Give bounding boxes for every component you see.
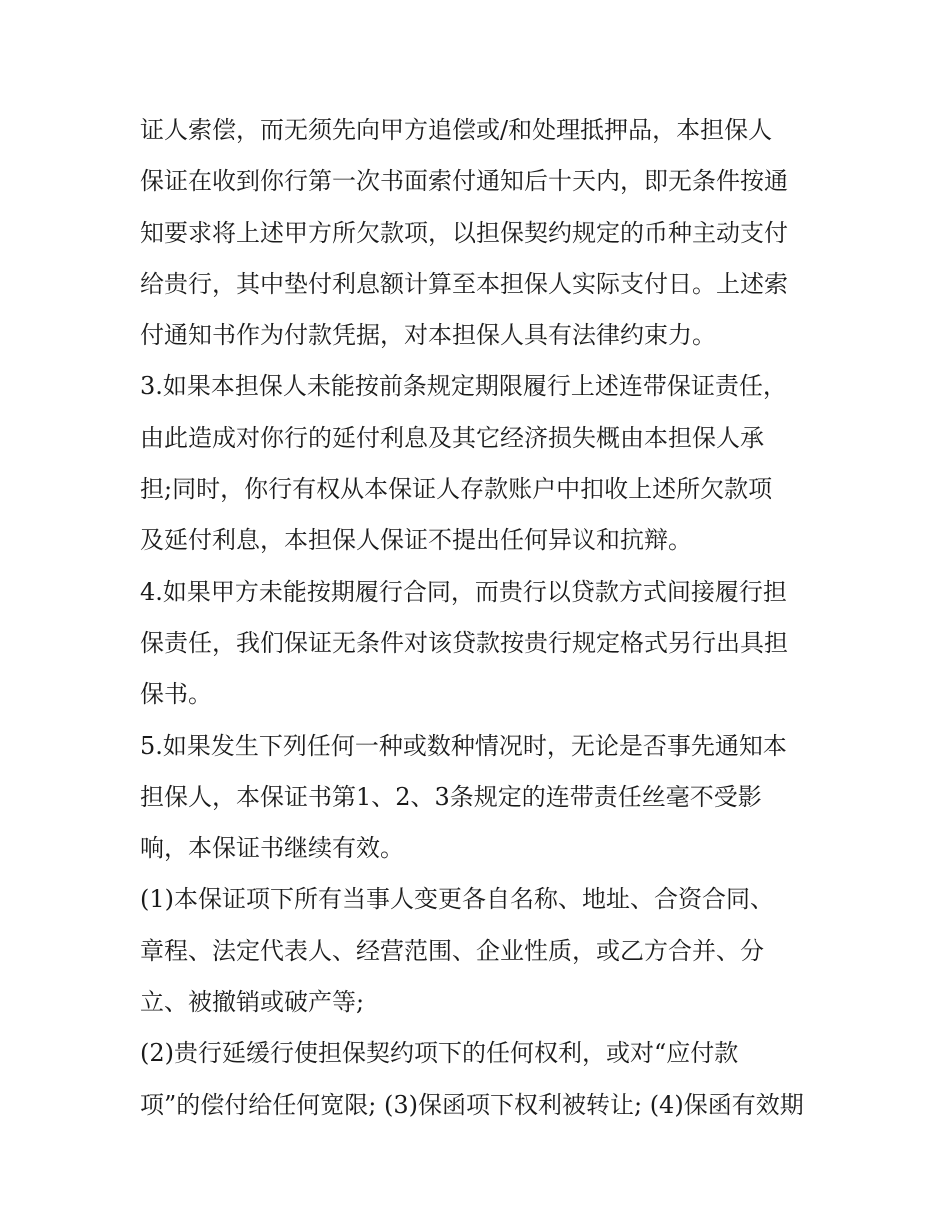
text-line: 由此造成对你行的延付利息及其它经济损失概由本担保人承	[140, 423, 764, 452]
sub-item-1-line: (1)本保证项下所有当事人变更各自名称、地址、合资合同、	[140, 885, 774, 914]
text-line: 担;同时，你行有权从本保证人存款账户中扣收上述所欠款项	[140, 475, 773, 504]
document-body	[140, 105, 820, 1131]
sub-item-2-line: (2)贵行延缓行使担保契约项下的任何权利，或对“应付款	[140, 1039, 739, 1068]
text-line: 保书。	[140, 680, 212, 709]
text-line: 付通知书作为付款凭据，对本担保人具有法律约束力。	[140, 321, 716, 350]
clause-5-line: 5.如果发生下列任何一种或数种情况时，无论是否事先通知本	[140, 731, 787, 760]
text-line: 保证在收到你行第一次书面索付通知后十天内，即无条件按通	[140, 167, 788, 196]
text-line: 及延付利息，本担保人保证不提出任何异议和抗辩。	[140, 526, 692, 555]
text-line: 章程、法定代表人、经营范围、企业性质，或乙方合并、分	[140, 936, 764, 965]
clause-4-line: 4.如果甲方未能按期履行合同，而贵行以贷款方式间接履行担	[140, 577, 787, 606]
text-line: 立、被撤销或破产等;	[140, 988, 365, 1017]
text-line: 知要求将上述甲方所欠款项，以担保契约规定的币种主动支付	[140, 218, 788, 247]
text-line: 响，本保证书继续有效。	[140, 834, 404, 863]
text-line: 保责任，我们保证无条件对该贷款按贵行规定格式另行出具担	[140, 628, 788, 657]
text-line: 给贵行，其中垫付利息额计算至本担保人实际支付日。上述索	[140, 269, 788, 298]
text-line: 担保人，本保证书第1、2、3条规定的连带责任丝毫不受影	[140, 782, 762, 811]
text-line: 证人索偿，而无须先向甲方追偿或/和处理抵押品，本担保人	[140, 116, 773, 144]
text-line: 项”的偿付给任何宽限; (3)保函项下权利被转让; (4)保函有效期	[140, 1090, 804, 1119]
clause-3-line: 3.如果本担保人未能按前条规定期限履行上述连带保证责任，	[140, 372, 787, 401]
